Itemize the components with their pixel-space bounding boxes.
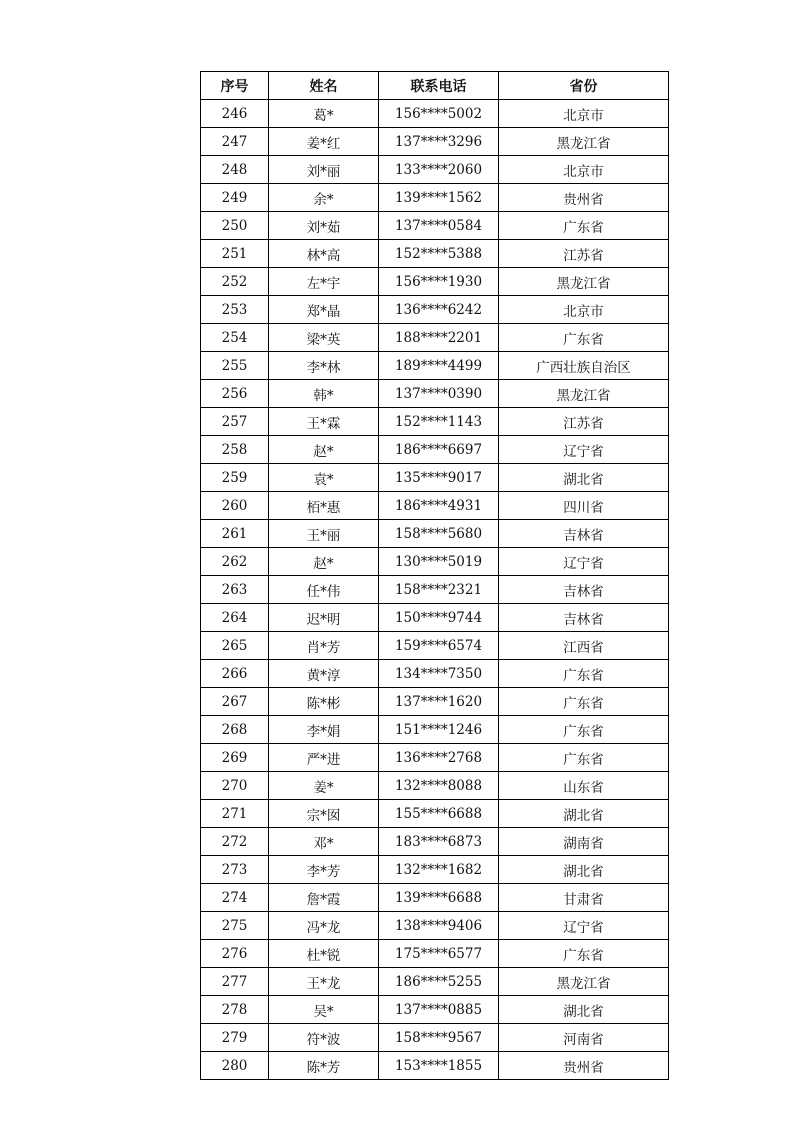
cell-serial: 248 [201,156,269,184]
cell-province: 江苏省 [499,408,669,436]
table-row [201,324,669,352]
cell-serial: 277 [201,968,269,996]
header-name: 姓名 [269,72,379,100]
cell-province: 广东省 [499,324,669,352]
cell-serial: 271 [201,800,269,828]
cell-name: 郑*晶 [269,296,379,324]
table-row [201,1052,669,1080]
cell-phone: 134****7350 [379,660,499,688]
cell-serial: 247 [201,128,269,156]
cell-serial: 246 [201,100,269,128]
table-row [201,800,669,828]
cell-name: 冯*龙 [269,912,379,940]
cell-phone: 186****4931 [379,492,499,520]
cell-name: 余* [269,184,379,212]
table-row [201,100,669,128]
cell-phone: 153****1855 [379,1052,499,1080]
cell-serial: 254 [201,324,269,352]
cell-phone: 135****9017 [379,464,499,492]
table-row [201,940,669,968]
cell-phone: 175****6577 [379,940,499,968]
cell-name: 黄*淳 [269,660,379,688]
cell-serial: 249 [201,184,269,212]
cell-name: 李*芳 [269,856,379,884]
cell-province: 贵州省 [499,1052,669,1080]
table-row [201,408,669,436]
table-row [201,968,669,996]
cell-province: 吉林省 [499,520,669,548]
cell-province: 吉林省 [499,604,669,632]
table-row [201,996,669,1024]
cell-name: 陈*芳 [269,1052,379,1080]
cell-serial: 265 [201,632,269,660]
cell-serial: 279 [201,1024,269,1052]
cell-phone: 137****0390 [379,380,499,408]
cell-phone: 137****3296 [379,128,499,156]
cell-phone: 186****5255 [379,968,499,996]
table-row [201,240,669,268]
cell-province: 甘肃省 [499,884,669,912]
cell-name: 赵* [269,436,379,464]
cell-province: 广东省 [499,212,669,240]
cell-province: 辽宁省 [499,912,669,940]
cell-name: 吴* [269,996,379,1024]
table-row [201,492,669,520]
cell-serial: 268 [201,716,269,744]
cell-province: 贵州省 [499,184,669,212]
cell-province: 黑龙江省 [499,380,669,408]
table-body [201,100,669,1080]
cell-phone: 156****1930 [379,268,499,296]
cell-serial: 258 [201,436,269,464]
cell-province: 湖北省 [499,996,669,1024]
cell-name: 姜*红 [269,128,379,156]
cell-serial: 251 [201,240,269,268]
cell-serial: 278 [201,996,269,1024]
cell-name: 杜*锐 [269,940,379,968]
cell-province: 辽宁省 [499,436,669,464]
cell-name: 李*林 [269,352,379,380]
cell-serial: 261 [201,520,269,548]
cell-province: 黑龙江省 [499,128,669,156]
cell-phone: 137****1620 [379,688,499,716]
cell-serial: 260 [201,492,269,520]
cell-name: 刘*茹 [269,212,379,240]
table-row [201,856,669,884]
table-row [201,828,669,856]
cell-name: 陈*彬 [269,688,379,716]
cell-phone: 133****2060 [379,156,499,184]
table-row [201,744,669,772]
cell-name: 赵* [269,548,379,576]
table-row [201,352,669,380]
cell-serial: 276 [201,940,269,968]
cell-name: 梁*英 [269,324,379,352]
table-row [201,436,669,464]
cell-province: 江苏省 [499,240,669,268]
cell-name: 任*伟 [269,576,379,604]
cell-name: 林*高 [269,240,379,268]
cell-phone: 159****6574 [379,632,499,660]
cell-province: 广东省 [499,744,669,772]
cell-serial: 250 [201,212,269,240]
cell-phone: 137****0584 [379,212,499,240]
cell-phone: 188****2201 [379,324,499,352]
cell-name: 王*龙 [269,968,379,996]
cell-phone: 158****2321 [379,576,499,604]
cell-province: 广西壮族自治区 [499,352,669,380]
cell-phone: 130****5019 [379,548,499,576]
cell-phone: 158****9567 [379,1024,499,1052]
cell-phone: 150****9744 [379,604,499,632]
cell-province: 广东省 [499,688,669,716]
cell-phone: 158****5680 [379,520,499,548]
cell-name: 邓* [269,828,379,856]
cell-name: 严*进 [269,744,379,772]
cell-serial: 273 [201,856,269,884]
cell-phone: 137****0885 [379,996,499,1024]
table-row [201,632,669,660]
cell-phone: 152****5388 [379,240,499,268]
cell-name: 符*波 [269,1024,379,1052]
cell-serial: 266 [201,660,269,688]
cell-phone: 132****1682 [379,856,499,884]
table-row [201,520,669,548]
table-row [201,660,669,688]
table-row [201,268,669,296]
header-phone: 联系电话 [379,72,499,100]
table-row [201,716,669,744]
cell-name: 王*丽 [269,520,379,548]
cell-name: 韩* [269,380,379,408]
cell-name: 宗*囡 [269,800,379,828]
cell-province: 北京市 [499,296,669,324]
cell-serial: 259 [201,464,269,492]
cell-province: 河南省 [499,1024,669,1052]
cell-serial: 263 [201,576,269,604]
cell-province: 北京市 [499,100,669,128]
table-row [201,548,669,576]
cell-phone: 132****8088 [379,772,499,800]
cell-phone: 136****6242 [379,296,499,324]
cell-province: 吉林省 [499,576,669,604]
cell-name: 迟*明 [269,604,379,632]
table-row [201,156,669,184]
cell-phone: 186****6697 [379,436,499,464]
cell-province: 江西省 [499,632,669,660]
table-row [201,184,669,212]
table-row [201,380,669,408]
cell-name: 李*娟 [269,716,379,744]
cell-serial: 274 [201,884,269,912]
cell-serial: 253 [201,296,269,324]
cell-name: 袁* [269,464,379,492]
table-row [201,1024,669,1052]
table-header [201,72,669,100]
cell-serial: 256 [201,380,269,408]
cell-name: 刘*丽 [269,156,379,184]
cell-serial: 252 [201,268,269,296]
table-row [201,464,669,492]
cell-name: 左*宇 [269,268,379,296]
cell-serial: 270 [201,772,269,800]
cell-phone: 136****2768 [379,744,499,772]
cell-serial: 264 [201,604,269,632]
table-row [201,604,669,632]
table-row [201,576,669,604]
table-row [201,912,669,940]
cell-province: 黑龙江省 [499,268,669,296]
cell-province: 湖南省 [499,828,669,856]
cell-serial: 267 [201,688,269,716]
roster-table [200,71,669,1080]
cell-name: 姜* [269,772,379,800]
cell-name: 葛* [269,100,379,128]
cell-phone: 155****6688 [379,800,499,828]
cell-phone: 138****9406 [379,912,499,940]
header-province: 省份 [499,72,669,100]
cell-serial: 269 [201,744,269,772]
cell-serial: 280 [201,1052,269,1080]
table-row [201,296,669,324]
table-row [201,212,669,240]
cell-name: 王*霖 [269,408,379,436]
cell-phone: 151****1246 [379,716,499,744]
cell-province: 湖北省 [499,856,669,884]
cell-serial: 262 [201,548,269,576]
cell-phone: 183****6873 [379,828,499,856]
cell-province: 黑龙江省 [499,968,669,996]
cell-serial: 257 [201,408,269,436]
cell-province: 广东省 [499,660,669,688]
cell-phone: 139****6688 [379,884,499,912]
cell-province: 四川省 [499,492,669,520]
cell-serial: 275 [201,912,269,940]
table-row [201,772,669,800]
cell-phone: 139****1562 [379,184,499,212]
cell-serial: 272 [201,828,269,856]
cell-name: 肖*芳 [269,632,379,660]
cell-serial: 255 [201,352,269,380]
cell-name: 栢*惠 [269,492,379,520]
cell-name: 詹*霞 [269,884,379,912]
cell-province: 湖北省 [499,800,669,828]
cell-phone: 152****1143 [379,408,499,436]
header-row [201,72,669,100]
cell-province: 山东省 [499,772,669,800]
table-row [201,128,669,156]
cell-phone: 189****4499 [379,352,499,380]
table-row [201,688,669,716]
cell-province: 湖北省 [499,464,669,492]
cell-province: 辽宁省 [499,548,669,576]
cell-province: 广东省 [499,940,669,968]
header-serial: 序号 [201,72,269,100]
cell-province: 广东省 [499,716,669,744]
cell-phone: 156****5002 [379,100,499,128]
cell-province: 北京市 [499,156,669,184]
table-row [201,884,669,912]
